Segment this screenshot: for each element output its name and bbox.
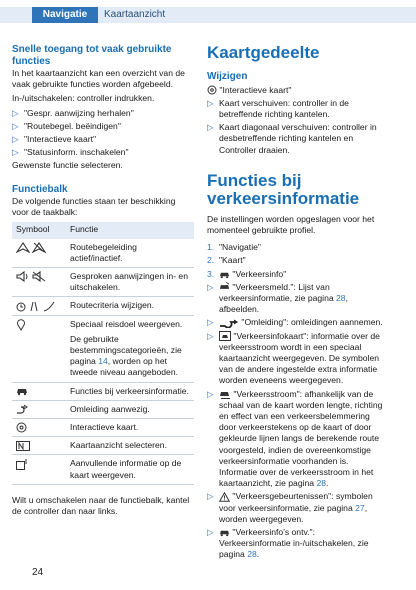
interactive-map-icon: [16, 422, 27, 432]
step-item: 2. "Kaart": [207, 255, 246, 266]
paragraph: Wilt u omschakelen naar de functiebalk, kantel de controller dan naar links.: [12, 494, 190, 517]
table-cell: Interactieve kaart.: [66, 419, 194, 437]
table-row: [12, 382, 194, 400]
voice-off-icon: [32, 271, 46, 281]
triangle-icon: ▷: [12, 134, 19, 145]
step-item: 3. "Verkeersinfo": [207, 268, 287, 279]
list-item: ▷ "Gespr. aanwijzing herhalen": [12, 107, 134, 118]
paragraph: De volgende functies staan ter beschikking voor de taakbalk:: [12, 196, 176, 218]
subsection-title-wijzigen: Wijzigen: [207, 71, 248, 82]
triangle-icon: ▷: [207, 281, 214, 292]
left-column: [12, 44, 194, 517]
voice-on-icon: [16, 271, 30, 281]
paragraph: De instellingen worden opgeslagen voor het momenteel gebruikte profiel.: [207, 213, 375, 235]
list-item: ▷ "Verkeersinfo's ontv.": Verkeersinformatie in-/uitschakelen, zie pagina 28.: [207, 527, 369, 560]
triangle-icon: ▷: [207, 97, 214, 108]
list-item: ▷ "Verkeersstroom": afhankelijk van de schaal van de kaart worden lengte, richting en effect van een verkeersbelemmering door verkeerstekens op de kaart of door gekleurde lijnen langs de berekende route voorgesteld, indien de overeenkomstige verkeersinformatie voorhanden is. Informatie over de verkeersstroom in het kaartaanzicht, zie pagina 28.: [207, 388, 383, 489]
table-row: [12, 267, 194, 296]
section-title-functiebalk: Functiebalk: [12, 183, 68, 195]
table-row: [12, 297, 194, 315]
map-view-icon: [16, 440, 30, 450]
page-link[interactable]: 27: [355, 502, 365, 513]
triangle-icon: ▷: [207, 330, 214, 341]
traffic-car-icon: [219, 527, 230, 537]
table-cell: Functies bij verkeersinformatie.: [66, 382, 194, 400]
page-link[interactable]: 28: [336, 292, 346, 303]
traffic-flow-icon: [219, 389, 231, 399]
table-header-cell: Functie: [66, 222, 194, 239]
list-item: ▷ "Verkeersmeld.": Lijst van verkeersinformatie, zie pagina 28, afbeelden.: [207, 281, 348, 315]
right-column: Kaartgedeelte Wijzigen "Interactieve kaart" ▷ Kaart verschuiven: controller in de betreffende richting kantelen. ▷ Kaart diagonaal verschuiven: controller in desbetreffende richting kantelen en Controller draaien. Functies bij verkeersinformatie De instellingen worden opgeslagen voor het momenteel gebruikte profiel. 1. "Navigatie" 2. "Kaart" 3. "Verkeersinfo" ▷ "Verkeersmeld.": Lijst van verkeersinformatie, zie pagina 28, afbeelden. ▷ "Omleiding": omleidingen aannemen. ▷ "Verkeersinfokaart": informatie over de verkeersstroom wordt in een speciaal kaartaanzicht weergegeven. De symbolen van de andere ingestelde extra informatie worden eveneens weergegeven. ▷ "Verkeersstroom": afhankelijk van de schaal van de kaart worden lengte, richting en effect van een verkeersbelemmering door verkeerstekens op de kaart of door gekleurde lijnen langs de berekende route voorgesteld, indien de overeenkomstige verkeersinformatie voorhanden is. Informatie over de verkeersstroom in het kaartaanzicht, zie pagina 28. ▷ "Verkeersgebeurtenissen": symbolen voor verkeersinformatie, zie pagina 27, worden weergegeven. ▷ "Verkeersinfo's ontv.": Verkeersinformatie in-/uitschakelen, zie pagina 28.: [207, 43, 383, 560]
table-row: [12, 239, 194, 268]
table-cell: Kaartaanzicht selecteren.: [66, 437, 194, 455]
table-header: [12, 222, 194, 239]
paragraph: In het kaartaanzicht kan een overzicht van de vaak gebruikte functies worden afgebeeld.: [12, 68, 185, 90]
table-row: Speciaal reisdoel weergeven. De gebruikte bestemmingscategorieën, zie pagina 14, worden op het tweede niveau aangeboden.: [12, 315, 194, 382]
paragraph: Gewenste functie selecteren.: [12, 160, 123, 171]
triangle-icon: ▷: [12, 107, 19, 118]
table-cell: Gesproken aanwijzingen in- en uitschakelen.: [66, 267, 194, 296]
header-tab-kaartaanzicht: Kaartaanzicht: [104, 9, 166, 20]
list-item: ▷ "Routebegel. beëindigen": [12, 120, 121, 131]
table-row: [12, 455, 194, 484]
list-item: ▷ Kaart diagonaal verschuiven: controller in desbetreffende richting kantelen en Controller draaien.: [207, 122, 377, 155]
traffic-message-icon: [219, 282, 230, 292]
traffic-map-icon: [219, 331, 231, 341]
table-cell: Aanvullende informatie op de kaart weergeven.: [66, 455, 194, 484]
page-link[interactable]: 28: [316, 478, 327, 489]
table-cell: Speciaal reisdoel weergeven.: [70, 318, 183, 329]
list-item: ▷ "Omleiding": omleidingen aannemen.: [207, 317, 383, 328]
table-cell: Omleiding aanwezig.: [66, 400, 194, 418]
table-cell: Routecriteria wijzigen.: [66, 297, 194, 315]
page-link[interactable]: 28: [247, 549, 257, 560]
poi-pin-icon: [16, 319, 26, 329]
clock-icon: [16, 300, 26, 310]
road-icon: [28, 300, 40, 310]
page-header: [0, 0, 416, 28]
triangle-icon: ▷: [207, 527, 214, 537]
section-title-snelle-toegang: Snelle toegang tot vaak gebruikte functies: [12, 44, 172, 67]
triangle-icon: ▷: [207, 317, 214, 328]
list-item: ▷ Kaart verschuiven: controller in de betreffende richting kantelen.: [207, 97, 349, 119]
list-item: ▷ "Statusinform. inschakelen": [12, 147, 129, 158]
detour-icon: [219, 317, 239, 327]
triangle-icon: ▷: [12, 147, 19, 158]
map-info-icon: [16, 458, 28, 468]
triangle-icon: ▷: [12, 120, 19, 131]
table-row: [12, 400, 194, 418]
table-row: [12, 437, 194, 455]
triangle-icon: ▷: [207, 122, 214, 133]
warning-icon: [219, 491, 230, 501]
traffic-car-icon: [16, 386, 28, 396]
triangle-icon: ▷: [207, 388, 214, 399]
curve-icon: [43, 300, 55, 310]
map-shift-list: [207, 98, 383, 156]
section-title-kaartgedeelte: Kaartgedeelte: [207, 43, 320, 62]
section-title-verkeersinformatie: Functies bij verkeersinformatie: [207, 170, 360, 208]
header-tab-navigatie: Navigatie: [32, 7, 98, 23]
list-item: ▷ "Interactieve kaart": [12, 134, 97, 145]
page-link[interactable]: 14: [98, 356, 108, 367]
interactive-map-icon: [207, 85, 217, 95]
detour-icon: [16, 404, 28, 414]
list-item: ▷ "Verkeersgebeurtenissen": symbolen voor verkeersinformatie, zie pagina 27, worden weergegeven.: [207, 491, 373, 524]
traffic-car-icon: [219, 269, 230, 279]
table-cell: Routebegeleiding actief/inactief.: [66, 239, 194, 268]
route-inactive-icon: [32, 242, 46, 252]
paragraph: In-/uitschakelen: controller indrukken.: [12, 93, 155, 104]
triangle-icon: ▷: [207, 491, 214, 502]
table-row: [12, 419, 194, 437]
quick-access-list: [12, 108, 194, 159]
route-active-icon: [16, 242, 30, 252]
table-header-cell: Symbool: [12, 222, 66, 239]
steps-list: [207, 242, 383, 560]
list-item: ▷ "Verkeersinfokaart": informatie over de verkeersstroom wordt in een speciaal kaartaanzicht weergegeven. De symbolen van de andere ingestelde extra informatie worden eveneens weergegeven.: [207, 330, 380, 386]
function-table: [12, 222, 194, 485]
page-number: 24: [32, 567, 44, 578]
step-item: 1. "Navigatie": [207, 242, 261, 253]
